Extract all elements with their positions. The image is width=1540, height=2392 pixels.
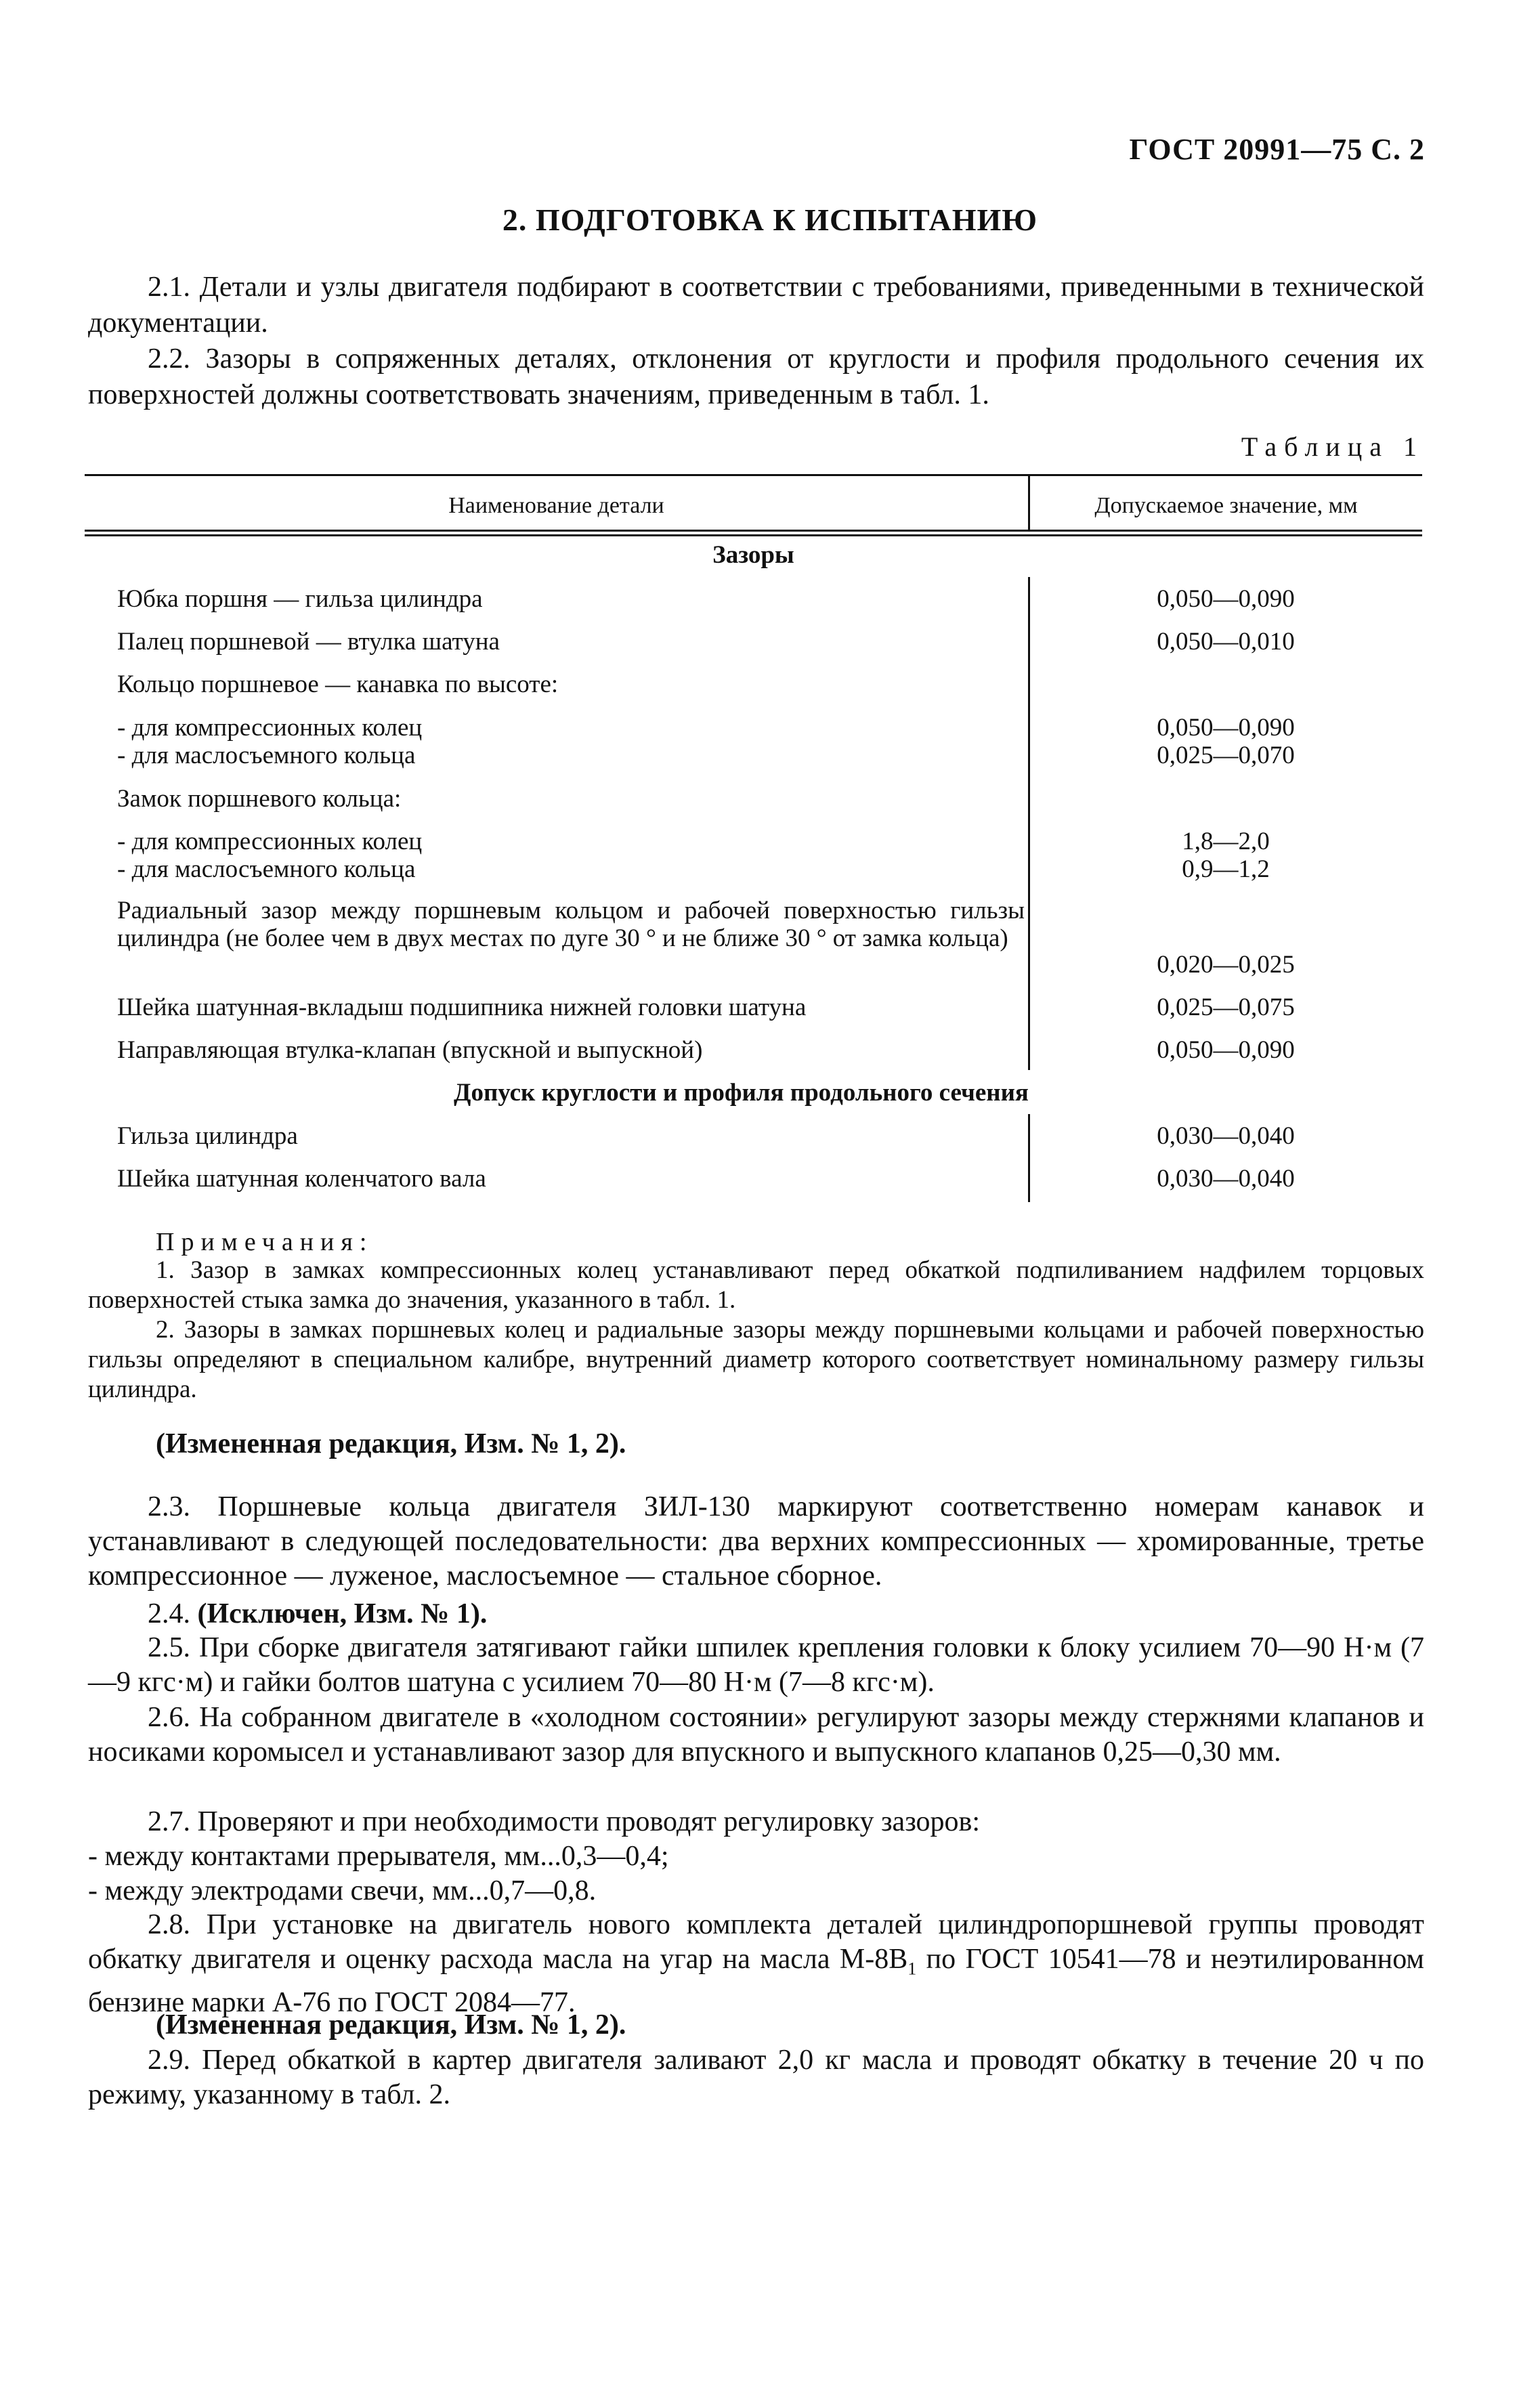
table-row-value: 0,050—0,090 [1157,585,1295,613]
table-row-value: 0,025—0,070 [1157,742,1295,769]
paragraph-2-1: 2.1. Детали и узлы двигателя подбирают в соответствии с требованиями, приведенными в технической документации. [88,272,1424,339]
table-header-name: Наименование детали [448,493,664,518]
table-row-value: 0,050—0,090 [1157,714,1295,742]
note-1: 1. Зазор в замках компрессионных колец устанавливают перед обкаткой подпиливанием надфилем торцовых поверхностей стыка замка до значения, указанного в табл. 1. [88,1256,1424,1314]
paragraph-2-6: 2.6. На собранном двигателе в «холодном состоянии» регулируют зазоры между стержнями клапанов и носиками коромысел и устанавливают зазор для впускного и выпускного клапанов 0,25—0,30 мм. [88,1702,1424,1768]
table-row-name: Гильза цилиндра [117,1122,298,1150]
section-title: 2. ПОДГОТОВКА К ИСПЫТАНИЮ [502,202,1038,237]
table-row-name: Радиальный зазор между поршневым кольцом и рабочей поверхностью гильзы цилиндра (не более чем в двух местах по дуге 30 ° и не ближе 30 ° от замка кольца) [117,897,1025,952]
paragraph-2-7-item-a: - между контактами прерывателя, мм...0,3—0,4; [88,1841,669,1872]
paragraph-2-5: 2.5. При сборке двигателя затягивают гайки шпилек крепления головки к блоку усилием 70—90 Н·м (7—9 кгс·м) и гайки болтов шатуна с усилием 70—80 Н·м (7—8 кгс·м). [88,1632,1424,1698]
table-row-value: 0,030—0,040 [1157,1165,1295,1193]
amendment-note-2: (Измененная редакция, Изм. № 1, 2). [156,2009,626,2041]
table-row-name: Шейка шатунная-вкладыш подшипника нижней головки шатуна [117,994,807,1021]
table-group-roundness: Допуск круглости и профиля продольного сечения [454,1079,1029,1107]
paragraph-2-4-excluded: (Исключен, Изм. № 1). [197,1598,488,1629]
table-group-gaps: Зазоры [712,541,794,569]
table-header-rule-1 [85,530,1422,532]
table-top-rule [85,474,1422,476]
table-row-value: 0,050—0,010 [1157,628,1295,656]
table-row-name: - для компрессионных колец [117,828,423,855]
page-header-doc-ref: ГОСТ 20991—75 С. 2 [1129,133,1425,166]
paragraph-2-8-text-b: по ГОСТ 10541—78 и неэтилированном бензине марки А-76 по ГОСТ 2084—77. [88,1944,1425,2019]
table-header-value: Допускаемое значение, мм [1094,493,1358,518]
paragraph-2-8-subscript: 1 [907,1959,917,1979]
table-row-name: Юбка поршня — гильза цилиндра [117,585,483,613]
table-row-name: - для маслосъемного кольца [117,855,416,883]
paragraph-2-8 [88,1908,1424,2020]
paragraph-2-8-text-a: 2.8. При установке на двигатель нового комплекта деталей цилиндропоршневой группы проводят обкатку двигателя и оценку расхода масла на угар на масла М-8В [88,1909,1424,1975]
paragraph-2-4-number: 2.4. [148,1598,190,1629]
table-row-name: Палец поршневой — втулка шатуна [117,628,500,656]
paragraph-2-7: 2.7. Проверяют и при необходимости проводят регулировку зазоров: [148,1806,981,1837]
table-row-name: Шейка шатунная коленчатого вала [117,1165,486,1193]
amendment-note-1: (Измененная редакция, Изм. № 1, 2). [156,1428,626,1459]
note-2: 2. Зазоры в замках поршневых колец и радиальные зазоры между поршневыми кольцами и рабочей поверхностью гильзы определяют в специальном калибре, внутренний диаметр которого соответствует номинальному размеру гильзы цилиндра. [88,1316,1424,1403]
paragraph-2-4 [88,1596,1424,1632]
table-row-name: Направляющая втулка-клапан (впускной и выпускной) [117,1036,703,1064]
table-row-value: 0,050—0,090 [1157,1036,1295,1064]
paragraph-2-9: 2.9. Перед обкаткой в картер двигателя заливают 2,0 кг масла и проводят обкатку в течение 20 ч по режиму, указанному в табл. 2. [88,2045,1424,2110]
table-row-name: - для маслосъемного кольца [117,742,416,769]
table-row-value: 0,020—0,025 [1157,951,1295,979]
table-row-value: 0,025—0,075 [1157,994,1295,1021]
paragraph-2-3: 2.3. Поршневые кольца двигателя ЗИЛ-130 маркируют соответственно номерам канавок и устанавливают в следующей последовательности: два верхних компрессионных — хромированные, третье компрессионное — луженое, маслосъемное — стальное сборное. [88,1491,1424,1592]
table-header-rule-2 [85,534,1422,536]
table-row-name: Замок поршневого кольца: [117,785,402,813]
table-row-value: 0,030—0,040 [1157,1122,1295,1150]
table-row-name: - для компрессионных колец [117,714,423,742]
notes-title: Примечания: [156,1228,374,1256]
table-row-value: 1,8—2,0 [1182,828,1270,855]
paragraph-2-2: 2.2. Зазоры в сопряженных деталях, отклонения от круглости и профиля продольного сечения их поверхностей должны соответствовать значениям, приведенным в табл. 1. [88,343,1424,410]
table-row-value: 0,9—1,2 [1182,855,1270,883]
table-caption: Таблица 1 [1241,431,1424,462]
paragraph-2-7-item-b: - между электродами свечи, мм...0,7—0,8. [88,1875,597,1906]
table-row-name: Кольцо поршневое — канавка по высоте: [117,670,559,698]
